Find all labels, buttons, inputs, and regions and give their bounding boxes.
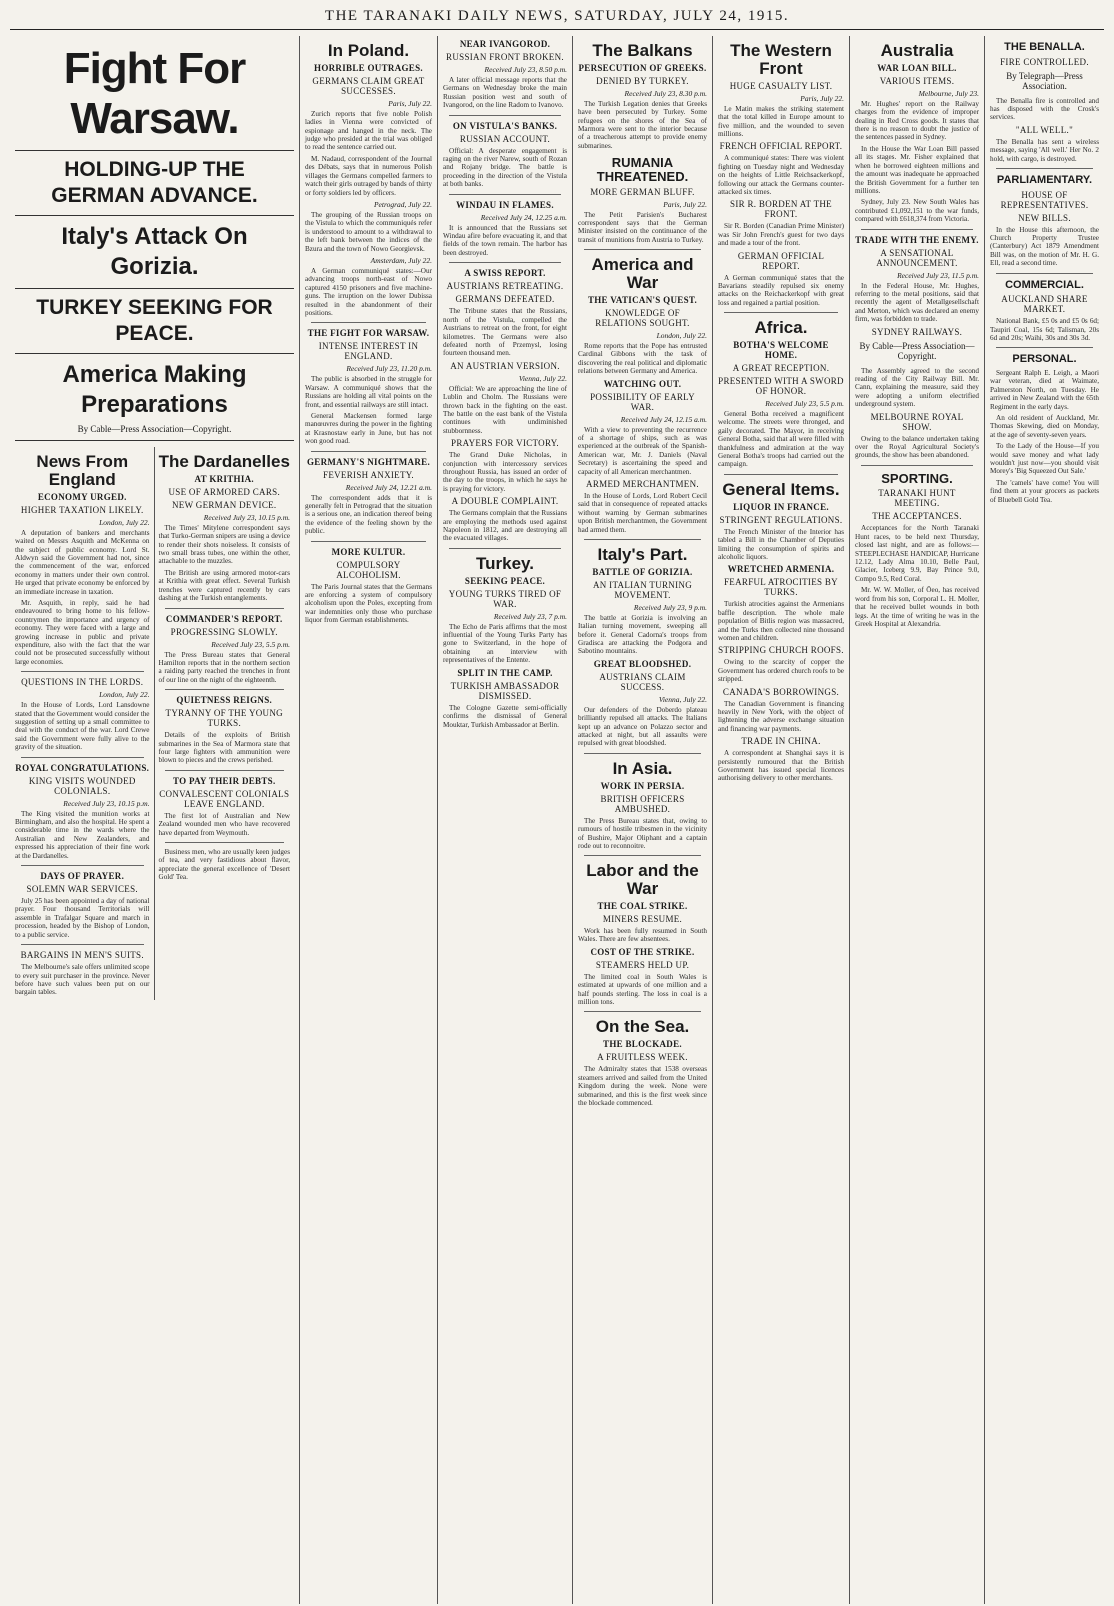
dateline: Received July 23, 10.15 p.m.	[203, 512, 290, 522]
paragraph: In the House of Lords, Lord Robert Cecil said that in consequence of repeated attacks without warning by German submarines upon British merchantmen, the Government had armed them.	[578, 491, 707, 534]
article-title: America and War	[591, 255, 694, 293]
sub-headline: WRETCHED ARMENIA.	[727, 564, 835, 575]
dateline: Received July 23, 11.20 p.m.	[346, 364, 432, 374]
divider	[21, 865, 144, 866]
paragraph: The limited coal in South Wales is estimated at upwards of one million and a half pounds sterling. The loss in coal is a million tons.	[578, 972, 707, 1007]
divider	[584, 249, 701, 250]
sub-headline: MELBOURNE ROYAL SHOW.	[870, 411, 964, 432]
paragraph: It is announced that the Russians set Windau afire before evacuating it, and that fields of the town remain. The harbor has been destroyed.	[443, 223, 567, 257]
article-title: PERSONAL.	[1012, 353, 1077, 366]
sub-headline: GERMAN OFFICIAL REPORT.	[737, 250, 825, 271]
sub-headline: FRENCH OFFICIAL REPORT.	[719, 141, 843, 152]
paragraph: The King visited the munition works at Birmingham, and also the hospital. He spent a considerable time in the wards where the Australian and New Zealanders, and expressed his appreciation of their fine work at the Dardanelles.	[15, 809, 150, 860]
divider	[724, 474, 838, 475]
dateline: Received July 23, 7 p.m.	[493, 611, 567, 621]
sub-headline: WINDAU IN FLAMES.	[456, 199, 554, 210]
sub-headline: POSSIBILITY OF EARLY WAR.	[590, 391, 695, 412]
sub-headline: STRIPPING CHURCH ROOFS.	[718, 645, 844, 656]
paragraph: An old resident of Auckland, Mr. Thomas Skewing, died on Monday, at the age of seventy-seven years.	[990, 413, 1099, 439]
article-title: The Western Front	[730, 41, 832, 78]
sub-headline: QUIETNESS REIGNS.	[176, 695, 273, 706]
article-title: News From England	[36, 452, 129, 489]
paragraph: Work has been fully resumed in South Wales. There are few absentees.	[578, 927, 707, 944]
sub-headline: MORE KULTUR.	[331, 546, 406, 557]
paragraph: Mr. W. W. Moller, of Ōeo, has received word from his son, Corporal L. H. Moller, that he received bullet wounds in both legs. At the time of writing he was in the Greek Hospital at Alexandria.	[855, 586, 979, 628]
sub-headline: CANADA'S BORROWINGS.	[722, 686, 840, 697]
dateline: Received July 23, 5.5 p.m.	[211, 639, 290, 649]
column-1	[10, 36, 300, 1604]
column-1b	[155, 447, 295, 1000]
paragraph: The Turkish Legation denies that Greeks have been persecuted by Turkey. Some refugees on the shores of the Sea of Marmora were sent to the interior because of a treacherous attempt to provide enemy submarines.	[578, 99, 707, 150]
divider	[165, 770, 285, 771]
headline-fight-for-warsaw: Fight For Warsaw.	[63, 44, 246, 143]
paragraph: The Echo de Paris affirms that the most influential of the Young Turks Party has gone to Switzerland, in the hope of obtaining an interview with representatives of the Entente.	[443, 622, 567, 665]
divider	[165, 842, 285, 843]
article-title: Australia	[880, 41, 954, 60]
sub-headline: COST OF THE STRIKE.	[590, 946, 695, 957]
divider	[996, 168, 1093, 169]
divider	[15, 353, 294, 354]
paragraph: Details of the exploits of British submarines in the Sea of Marmora state that four large fighters with ammunition were blown to pieces and the crews perished.	[158, 731, 290, 765]
paragraph: To the Lady of the House—If you would save money and what lady wouldn't just now—you should visit Morey's 'Big Squeezed Out Sale.'	[990, 442, 1099, 476]
divider	[21, 944, 144, 945]
divider	[449, 194, 561, 195]
sub-headline: THE VATICAN'S QUEST.	[587, 294, 698, 305]
sub-headline: WAR LOAN BILL.	[877, 62, 957, 73]
dateline: Paris, July 22.	[663, 199, 707, 209]
sub-headline: GERMANY'S NIGHTMARE.	[306, 456, 430, 467]
paragraph: The first lot of Australian and New Zealand wounded men who have recovered have departed from Weymouth.	[158, 811, 290, 837]
sub-headline: ECONOMY URGED.	[37, 491, 127, 502]
sub-headline: A DOUBLE COMPLAINT.	[451, 496, 559, 507]
paragraph: Sergeant Ralph E. Leigh, a Maori war veteran, died at Waimate, Palmerston North, on Tuesday. He arrived in New Zealand with the 65th Regiment in the early days.	[990, 368, 1099, 411]
byline: By Cable—Press Association—Copyright.	[77, 424, 232, 434]
dateline: Vienna, July 22.	[658, 694, 707, 704]
paragraph: The public is absorbed in the struggle for Warsaw. A communiqué shows that the Russians are holding all vital points on the front, and essential railways are still intact.	[305, 375, 432, 409]
dateline: Petrograd, July 22.	[373, 199, 432, 209]
sub-headline: MORE GERMAN BLUFF.	[590, 186, 695, 197]
sub-headline: BOTHA'S WELCOME HOME.	[733, 340, 829, 361]
dateline: Received July 23, 8.30 p.m.	[624, 88, 707, 98]
paragraph: General Botha received a magnificent welcome. The streets were thronged, and gaily decorated. The Mayor, in receiving General Botha, said that all were filled with thankfulness and admiration at the way General Botha's troops had carried out the campaign.	[718, 410, 844, 469]
divider	[165, 689, 285, 690]
paragraph: Official: We are approaching the line of Lublin and Cholm. The Russians were thrown back in the fighting on the east. The battle on the east bank of the Vistula continues with undiminished stubbornness.	[443, 384, 567, 435]
sub-headline: AN ITALIAN TURNING MOVEMENT.	[593, 579, 692, 600]
dateline: London, July 22.	[99, 690, 150, 700]
paragraph: M. Nadaud, correspondent of the Journal des Débats, says that in numerous Polish villages the Germans compelled farmers to watch their girls outraged by bands of thirty or forty soldiers led by officers.	[305, 154, 432, 197]
divider	[449, 262, 561, 263]
paragraph: The Admiralty states that 1538 overseas steamers arrived and sailed from the United Kingdom during the week. None were submarined, and this is the first week since the blockade commenced.	[578, 1065, 707, 1107]
article-title: Africa.	[754, 318, 808, 338]
sub-headline: TO PAY THEIR DEBTS.	[172, 775, 276, 786]
article-title: SPORTING.	[881, 470, 953, 486]
dateline: Paris, July 22.	[800, 93, 844, 103]
sub-headline: ARMED MERCHANTMEN.	[586, 478, 699, 489]
divider	[996, 347, 1093, 348]
sub-headline: "ALL WELL."	[1015, 124, 1074, 135]
paragraph: The Paris Journal states that the Germans are enforcing a system of compulsory alcoholism upon the Poles, excepting from war indemnities only those who purchase liquor from German establishments.	[305, 582, 432, 625]
sub-headline: TRADE IN CHINA.	[741, 736, 821, 747]
paragraph: A communiqué states: There was violent fighting on Tuesday night and Wednesday on the heights of Little Reichsackerkopf, following our attack the Germans counter-attacked six times.	[718, 154, 844, 196]
paragraph: A German communiqué states that the Bavarians steadily repulsed six enemy attacks on the Reichackerkopf with great loss and regained a partial position.	[718, 273, 844, 307]
divider	[449, 115, 561, 116]
sub-headline: HIGHER TAXATION LIKELY.	[20, 504, 144, 515]
divider	[861, 229, 973, 230]
sub-headline: TYRANNY OF THE YOUNG TURKS.	[165, 708, 283, 729]
paragraph: The Benalla has sent a wireless message, saying 'All well.' Her No. 2 hold, with cargo, is destroyed.	[990, 137, 1099, 163]
sub-headline: ROYAL CONGRATULATIONS.	[15, 762, 150, 773]
article-title: RUMANIA THREATENED.	[596, 155, 689, 184]
paragraph: In the House the War Loan Bill passed all its stages. Mr. Fisher explained that when he borrowed eighteen millions and the amount was inadequate he approached the British Government for a further ten millions.	[855, 144, 979, 195]
article-title: The Dardanelles	[158, 452, 290, 471]
divider	[15, 150, 294, 151]
sub-headline: HUGE CASUALTY LIST.	[729, 80, 833, 91]
headline-turkey-peace: TURKEY SEEKING FOR PEACE.	[36, 296, 273, 345]
divider	[165, 608, 285, 609]
headline-italy-gorizia: Italy's Attack On Gorizia.	[61, 223, 248, 280]
sub-headline: THE FIGHT FOR WARSAW.	[307, 328, 430, 339]
paragraph: Official: A desperate engagement is raging on the river Narew, south of Rozan and Rojany bridge. The battle is proceeding in the direction of the Vistula at both banks.	[443, 146, 567, 189]
paragraph: The Grand Duke Nicholas, in conjunction with intercessory services throughout Russia, has issued an order of the day to the troops, in which he says he is praying for victory.	[443, 451, 567, 493]
article-title: THE BENALLA.	[1004, 41, 1085, 53]
article-title: COMMERCIAL.	[1005, 278, 1084, 291]
dateline: Received July 23, 9 p.m.	[633, 602, 707, 612]
divider	[861, 465, 973, 466]
article-title: General Items.	[722, 479, 840, 499]
sub-headline: AUSTRIANS CLAIM SUCCESS.	[599, 671, 686, 692]
paragraph: In the Federal House, Mr. Hughes, referring to the metal positions, said that recently the agent of Metallgesellschaft and Merton, which was declared an enemy firm, was forbidden to trade.	[855, 281, 979, 324]
paragraph: The Melbourne's sale offers unlimited scope to every suit purchaser in the province. Never before have such values been put on our bargain tables.	[15, 963, 150, 997]
paragraph: Zurich reports that five noble Polish ladies in Vienna were convicted of espionage and hanged in the neck. The judge who presided at the trial was obliged to read the sentence carried out.	[305, 109, 432, 152]
sub-headline: RUSSIAN FRONT BROKEN.	[446, 52, 564, 62]
paragraph: The battle at Gorizia is involving an Italian turning movement, sweeping all before it. General Cadorna's troops from Gradisca are attacking the Podgora and Sabotino mountains.	[578, 613, 707, 656]
divider	[584, 1011, 701, 1012]
sub-headline: SOLEMN WAR SERVICES.	[26, 884, 138, 895]
paragraph: Owing to the balance undertaken taking over the Royal Agricultural Society's grounds, the show has been abandoned.	[855, 434, 979, 460]
sub-headline: TARANAKI HUNT MEETING.	[878, 488, 956, 509]
paragraph: Acceptances for the North Taranaki Hunt races, to be held next Thursday, closed last night, and are as follows:—STEEPLECHASE HANDICAP, Hurricane 12.12, Lady Alma 10.10, Belle Paul, Glacier, Iceberg 9.9, Bay Prince 9.0, Compo 9.5, Red Coral.	[855, 524, 979, 583]
sub-headline: A FRUITLESS WEEK.	[597, 1052, 688, 1063]
paragraph: Sydney, July 23. New South Wales has contributed £1,092,151 to the war funds, compared with £618,374 from Victoria.	[855, 198, 979, 224]
dateline: London, July 22.	[656, 330, 707, 340]
sub-headline: GREAT BLOODSHED.	[593, 658, 692, 669]
sub-headline: TURKISH AMBASSADOR DISMISSED.	[450, 680, 560, 701]
columns	[10, 36, 1104, 1604]
article-title: Labor and the War	[586, 861, 699, 899]
paragraph: A correspondent at Shanghai says it is persistently rumoured that the British Government has issued special licences authorising delivery to other merchants.	[718, 749, 844, 783]
divider	[584, 855, 701, 856]
sub-headline: THE BLOCKADE.	[603, 1039, 682, 1050]
sub-headline: GERMANS CLAIM GREAT SUCCESSES.	[312, 75, 425, 96]
dateline: Paris, July 22.	[388, 98, 432, 108]
dateline: Received July 23, 8.50 p.m.	[484, 65, 567, 74]
divider	[21, 757, 144, 758]
sub-headline: BATTLE OF GORIZIA.	[592, 566, 693, 577]
column-1-split	[15, 447, 294, 1000]
dateline: Received July 24, 12.21 a.m.	[345, 482, 432, 492]
divider	[21, 671, 144, 672]
column-7	[985, 36, 1104, 1604]
sub-headline: BRITISH OFFICERS AMBUSHED.	[600, 793, 685, 814]
divider	[15, 440, 294, 441]
dateline: Received July 24, 12.15 a.m.	[620, 414, 707, 424]
divider	[996, 273, 1093, 274]
sub-headline: LIQUOR IN FRANCE.	[733, 501, 829, 512]
paragraph: In the House this afternoon, the Church Property Trustee (Canterbury) Act 1879 Amendment Bill was, on the motion of Mr. H. G. Ell, read a second time.	[990, 225, 1099, 268]
sub-headline: SIR R. BORDEN AT THE FRONT.	[730, 199, 832, 220]
sub-headline: PRESENTED WITH A SWORD OF HONOR.	[718, 376, 844, 397]
dateline: Melbourne, July 23.	[918, 88, 979, 98]
byline: By Cable—Press Association—Copyright.	[859, 340, 975, 361]
sub-headline: BARGAINS IN MEN'S SUITS.	[20, 950, 144, 961]
paragraph: July 25 has been appointed a day of national prayer. Four thousand Territorials will assemble in Trafalgar Square and march in procession, headed by the Bishop of London, to a public service.	[15, 897, 150, 939]
paragraph: The Tribune states that the Russians, north of the Vistula, compelled the Austrians to retreat on the front, for eight kilometres. The Germans were also defeated north of Przemysl, losing fourteen thousand men.	[443, 307, 567, 358]
sub-headline: AT KRITHIA.	[194, 473, 254, 484]
dateline: Received July 23, 5.5 p.m.	[765, 399, 844, 409]
sub-headline: KING VISITS WOUNDED COLONIALS.	[28, 775, 136, 796]
paragraph: The Press Bureau states that General Hamilton reports that in the northern section a raiding party reached the trenches in front of our line on the night of the eighteenth.	[158, 650, 290, 684]
divider	[311, 451, 426, 452]
sub-headline: KNOWLEDGE OF RELATIONS SOUGHT.	[595, 307, 690, 328]
sub-headline: A GREAT RECEPTION.	[732, 363, 830, 374]
sub-headline: NEW GERMAN DEVICE.	[172, 499, 277, 510]
article-title: On the Sea.	[595, 1017, 690, 1037]
sub-headline: PRAYERS FOR VICTORY.	[451, 438, 559, 449]
sub-headline: GERMANS DEFEATED.	[455, 294, 555, 305]
paragraph: Mr. Asquith, in reply, said he had endeavoured to bring home to his fellow-countrymen the importance and urgency of economy. They were faced with a large and growing increase in public and private expenditure, also with the fact that the war could not be prosecuted successfully without large economies.	[15, 598, 150, 666]
sub-headline: WORK IN PERSIA.	[600, 780, 685, 791]
paragraph: The Benalla fire is controlled and has disposed with the Crosk's services.	[990, 96, 1099, 122]
sub-headline: SEEKING PEACE.	[464, 575, 546, 586]
article-title: PARLIAMENTARY.	[996, 173, 1093, 186]
masthead: THE TARANAKI DAILY NEWS, SATURDAY, JULY 24, 1915.	[10, 8, 1104, 30]
dateline: Received July 23, 11.5 p.m.	[897, 270, 979, 280]
paragraph: A deputation of bankers and merchants waited on Messrs Asquith and McKenna on the subject of public economy. Lord St. Aldwyn said the Government had not, since the commencement of the war, enforced economy in matters under their own control. He urged that private economy be enforced by an immediate increase in taxation.	[15, 528, 150, 596]
paragraph: The French Minister of the Interior has tabled a Bill in the Chamber of Deputies limiting the consumption of spirits and alcoholic liquors.	[718, 527, 844, 561]
divider	[311, 541, 426, 542]
sub-headline: AN AUSTRIAN VERSION.	[450, 360, 560, 371]
sub-headline: WATCHING OUT.	[603, 378, 682, 389]
divider	[15, 288, 294, 289]
sub-headline: CONVALESCENT COLONIALS LEAVE ENGLAND.	[159, 788, 290, 809]
sub-headline: FEARFUL ATROCITIES BY TURKS.	[724, 577, 838, 598]
byline: By Telegraph—Press Association.	[1006, 70, 1083, 91]
paragraph: The Petit Parisien's Bucharest correspondent says that the German Minister insisted on the continuance of the transit of munitions from Austria to Turkey.	[578, 210, 707, 244]
sub-headline: SYDNEY RAILWAYS.	[871, 326, 963, 337]
paragraph: In the House of Lords, Lord Lansdowne stated that the Government would consider the suggestion of setting up a small committee to deal with the conduct of the war. Lord Crewe said the Government were fully alive to the gravity of the situation.	[15, 701, 150, 752]
sub-headline: SPLIT IN THE CAMP.	[457, 667, 553, 678]
paragraph: The Germans complain that the Russians are employing the methods used against Napoleon in 1812, and are destroying all the evacuated villages.	[443, 509, 567, 543]
sub-headline: RUSSIAN ACCOUNT.	[459, 133, 551, 144]
article-title: In Asia.	[612, 758, 673, 778]
paragraph: Mr. Hughes' report on the Railway charges from the evidence of improper dealing in Red Cross goods. It states that there is no reason to doubt the justice of the sentences passed in Sydney.	[855, 99, 979, 142]
paragraph: The British are using armored motor-cars at Krithia with great effect. Several Turkish trenches were captured recently by cars dashing at the Turkish entanglements.	[158, 568, 290, 603]
sub-headline: FEVERISH ANXIETY.	[323, 469, 414, 480]
paragraph: With a view to preventing the recurrence of a shortage of ships, such as was experienced at the outbreak of the Spanish-American war, Mr. J. Daniels (Naval Secretary) is ascertaining the speed and capacity of all American merchantmen.	[578, 425, 707, 476]
sub-headline: USE OF ARMORED CARS.	[168, 486, 281, 497]
paragraph: Turkish atrocities against the Armenians baffle description. The whole male population of Bitlis region was massacred, and the Turks then collected nine thousand women and children.	[718, 600, 844, 642]
advertisement: Business men, who are usually keen judges of tea, and very fastidious about flavor, appreciate the general excellence of 'Desert Gold' Tea.	[158, 847, 290, 882]
article-title: The Balkans	[592, 41, 693, 60]
divider	[584, 753, 701, 754]
sub-headline: HOUSE OF REPRESENTATIVES.	[1000, 189, 1089, 210]
dateline: Received July 23, 10.15 p.m.	[63, 798, 150, 808]
paragraph: A German communiqué states:—Our advancing troops north-east of Nowo captured 4150 prisoners and five machine-guns. The irruption on the lower Dubissa resulted in the abandonment of their positions.	[305, 266, 432, 317]
article-title: Turkey.	[476, 553, 534, 573]
sub-headline: A SENSATIONAL ANNOUNCEMENT.	[876, 247, 958, 268]
sub-headline: DENIED BY TURKEY.	[596, 75, 689, 86]
column-3	[438, 36, 573, 1604]
sub-headline: A SWISS REPORT.	[464, 268, 546, 279]
column-2	[300, 36, 438, 1604]
headline-america-preparations: America Making Preparations	[62, 361, 247, 418]
sub-headline: NEW BILLS.	[1018, 212, 1071, 223]
sub-headline: TRADE WITH THE ENEMY.	[855, 234, 979, 245]
sub-headline: INTENSE INTEREST IN ENGLAND.	[318, 341, 419, 362]
sub-headline: THE ACCEPTANCES.	[872, 511, 962, 522]
paragraph: Our defenders of the Doberdo plateau brilliantly repulsed all attacks. The Italians kept up an advance on Polazzo sector and attacked at night, but all assaults were repulsed with great bloodshed.	[578, 705, 707, 748]
sub-headline: YOUNG TURKS TIRED OF WAR.	[448, 588, 562, 609]
article-title: In Poland.	[327, 41, 410, 60]
column-5	[713, 36, 850, 1604]
paragraph: The correspondent adds that it is generally felt in Petrograd that the situation is a serious one, an indication thereof being the evidence of the feeling shown by the public.	[305, 493, 432, 536]
dateline: London, July 22.	[99, 517, 150, 527]
sub-headline: VARIOUS ITEMS.	[879, 75, 955, 86]
sub-headline: THE COAL STRIKE.	[597, 901, 688, 912]
column-6	[850, 36, 985, 1604]
sub-headline: FIRE CONTROLLED.	[1000, 56, 1089, 67]
paragraph: The Assembly agreed to the second reading of the City Railway Bill. Mr. Cann, explaining the measure, said they were adopting a uniform electrified underground system.	[855, 366, 979, 409]
divider	[584, 539, 701, 540]
paragraph: Sir R. Borden (Canadian Prime Minister) was Sir John French's guest for two days and made a tour of the front.	[718, 222, 844, 248]
paragraph: The Times' Mitylene correspondent says that Turko-German snipers are using a device to render their shots noiseless. It consists of two small brass tubes, one within the other, attachable to the muzzles.	[158, 523, 290, 566]
paragraph: National Bank, £5 0s and £5 0s 6d; Taupiri Coal, 15s 6d; Talisman, 20s 6d and 20s; Waihi, 30s and 30s 3d.	[990, 317, 1099, 342]
sub-headline: MINERS RESUME.	[602, 914, 683, 925]
column-4	[573, 36, 713, 1604]
divider	[449, 548, 561, 549]
sub-headline: QUESTIONS IN THE LORDS.	[21, 677, 144, 688]
sub-headline: COMMANDER'S REPORT.	[165, 613, 283, 624]
column-1a	[15, 447, 155, 1000]
paragraph: The 'camels' have come! You will find them at your grocers as packets of Bluebell Gold Tea.	[990, 478, 1099, 504]
divider	[724, 312, 838, 313]
sub-headline: DAYS OF PRAYER.	[40, 871, 125, 882]
headline-holding-up: HOLDING-UP THE GERMAN ADVANCE.	[51, 158, 258, 207]
sub-headline: COMPULSORY ALCOHOLISM.	[336, 559, 401, 580]
sub-headline: HORRIBLE OUTRAGES.	[314, 62, 423, 73]
paragraph: Le Matin makes the striking statement that the total killed in Europe amount to five million, and the wounded to seven millions.	[718, 104, 844, 138]
sub-headline: STRINGENT REGULATIONS.	[719, 514, 843, 525]
sub-headline: PROGRESSING SLOWLY.	[170, 626, 278, 637]
dateline: Vienna, July 22.	[518, 373, 567, 383]
paragraph: General Mackensen formed large manœuvres during the power in the fighting at Krasnostaw early in June, but has not won good road.	[305, 412, 432, 446]
paragraph: The Canadian Government is financing heavily in New York, with the object of lightening the adverse exchange situation and financing war payments.	[718, 699, 844, 733]
dateline: Received July 24, 12.25 a.m.	[480, 212, 567, 222]
divider	[15, 215, 294, 216]
paragraph: The Press Bureau states that, owing to rumours of hostile tribesmen in the vicinity of Bushire, Major Oliphant and a captain rode out to reconnoitre.	[578, 816, 707, 850]
paragraph: The Cologne Gazette semi-officially confirms the dismissal of General Mouktar, Turkish Ambassador at Berlin.	[443, 703, 567, 729]
sub-headline: STEAMERS HELD UP.	[595, 959, 690, 970]
sub-headline: NEAR IVANGOROD.	[459, 39, 551, 49]
dateline: Amsterdam, July 22.	[370, 255, 432, 265]
paragraph: Owing to the scarcity of copper the Government has ordered church roofs to be stripped.	[718, 658, 844, 684]
paragraph: The grouping of the Russian troops on the Vistula to which the communiqués refer is understood to amount to a withdrawal to the left bank between the indices of the Bzura and the town of Nowo Georgievsk.	[305, 210, 432, 253]
sub-headline: PERSECUTION OF GREEKS.	[578, 62, 707, 73]
paragraph: A later official message reports that the Germans on Wednesday broke the main Russian position west and south of Ivangorod, on the line Radom to Ivanovo.	[443, 76, 567, 110]
divider	[311, 322, 426, 323]
article-title: Italy's Part.	[597, 544, 688, 564]
paragraph: Rome reports that the Pope has entrusted Cardinal Gibbons with the task of discovering the real political and diplomatic relations between Germany and America.	[578, 341, 707, 376]
sub-headline: AUCKLAND SHARE MARKET.	[1001, 294, 1088, 315]
sub-headline: ON VISTULA'S BANKS.	[452, 120, 558, 131]
sub-headline: AUSTRIANS RETREATING.	[446, 281, 564, 292]
